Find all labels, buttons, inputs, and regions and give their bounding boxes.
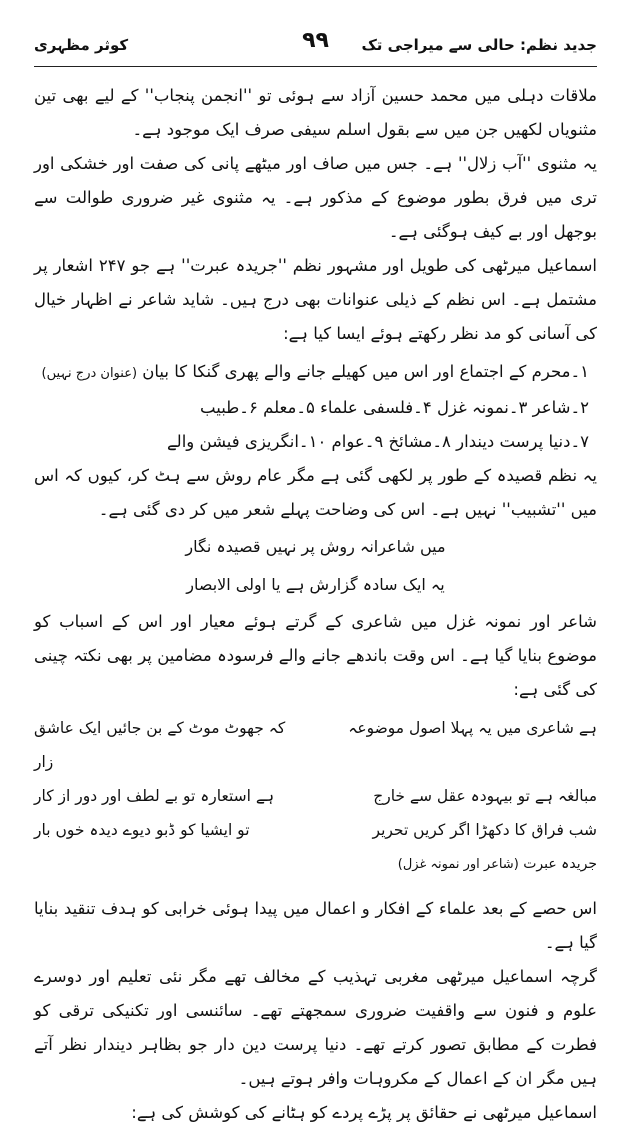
page-number: ۹۹ [302, 28, 329, 53]
misra-second: کہ جھوٹ موٹ کے بن جائیں ایک عاشق زار [34, 719, 286, 771]
verse-source [34, 847, 597, 882]
subtitle-list [34, 355, 597, 459]
list-item: ۱۔محرم کے اجتماع اور اس میں کھیلے جانے والے پھری گنکا کا بیان (عنوان درج نہیں) [41, 362, 589, 381]
couplet [34, 779, 597, 813]
couplets-block [34, 711, 597, 847]
paragraph-7: گرچہ اسماعیل میرٹھی مغربی تہذیب کے مخالف تھے مگر نئی تعلیم اور دوسرے علوم و فنون سے واقفیت ضروری سمجھتے تھے۔ سائنسی اور تکنیکی ترقی کو فطرت کے مطابق تصور کرتے تھے۔ دنیا پرست دین دار جو بظاہر دیندار نظر آتے ہیں مگر ان کے اعمال کے مکروہات وافر ہوتے ہیں۔ [34, 967, 597, 1088]
couplet [34, 711, 597, 779]
source-title: جریدہ عبرت [523, 856, 597, 872]
paragraph-5: شاعر اور نمونہ غزل میں شاعری کے گرتے ہوئے معیار اور اس کے اسباب کو موضوع بنایا گیا ہے۔ اس وقت باندھے جانے والے فرسودہ مضامین پر بھی نکتہ چینی کی گئی ہے: [34, 612, 597, 699]
misra-first: مبالغہ ہے تو بیہودہ عقل سے خارج [373, 787, 597, 805]
verse-line: یہ ایک سادہ گزارش ہے یا اولی الابصار [186, 575, 445, 594]
couplet [34, 813, 597, 847]
paragraph-3: اسماعیل میرٹھی کی طویل اور مشہور نظم ''جریدہ عبرت'' ہے جو ۲۴۷ اشعار پر مشتمل ہے۔ اس نظم کے ذیلی عنوانات بھی درج ہیں۔ شاید شاعر نے اظہار خیال کی آسانی کو مد نظر رکھتے ہوئے ایسا کیا ہے: [34, 256, 597, 343]
running-head-author: کوثر مظہری [34, 36, 129, 54]
source-section: (شاعر اور نمونہ غزل) [397, 857, 519, 872]
list-note: (عنوان درج نہیں) [41, 366, 138, 381]
misra-first: ہے شاعری میں یہ پہلا اصول موضوعہ [348, 719, 597, 737]
list-item: ۷۔دنیا پرست دیندار ۸۔مشائخ ۹۔عوام ۱۰۔انگریزی فیشن والے [167, 432, 589, 451]
list-item: ۲۔شاعر ۳۔نمونہ غزل ۴۔فلسفی علماء ۵۔معلم ۶۔طبیب [200, 398, 589, 417]
misra-first: شب فراق کا دکھڑا اگر کریں تحریر [372, 821, 597, 839]
page-body [34, 67, 597, 1130]
page-header [34, 22, 597, 67]
paragraph-2: یہ مثنوی ''آب زلال'' ہے۔ جس میں صاف اور میٹھے پانی کی صفت اور خشکی اور تری میں فرق بطور موضوع کے مذکور ہے۔ یہ مثنوی غیر ضروری طوالت سے بوجھل اور بے کیف ہوگئی ہے۔ [34, 154, 597, 241]
paragraph-6: اس حصے کے بعد علماء کے افکار و اعمال میں پیدا ہوئی خرابی کو ہدف تنقید بنایا گیا ہے۔ [34, 899, 597, 952]
misra-second: ہے استعارہ تو بے لطف اور دور از کار [34, 787, 275, 805]
running-head-chapter: جدید نظم: حالی سے میراجی تک [361, 36, 597, 54]
paragraph-4: یہ نظم قصیدہ کے طور پر لکھی گئی ہے مگر عام روش سے ہٹ کر، کیوں کہ اس میں ''تشبیب'' نہیں ہے۔ اس کی وضاحت پہلے شعر میں کر دی گئی ہے۔ [34, 466, 597, 519]
misra-second: تو ایشیا کو ڈبو دیوے دیدہ خوں بار [34, 821, 250, 839]
paragraph-8: اسماعیل میرٹھی نے حقائق پر پڑے پردے کو ہٹانے کی کوشش کی ہے: [131, 1103, 597, 1122]
paragraph-1: ملاقات دہلی میں محمد حسین آزاد سے ہوئی تو ''انجمن پنجاب'' کے لیے بھی تین مثنویاں لکھیں جن میں سے بقول اسلم سیفی صرف ایک موجود ہے۔ [34, 86, 597, 139]
verse-line: میں شاعرانہ روش پر نہیں قصیدہ نگار [185, 537, 446, 556]
